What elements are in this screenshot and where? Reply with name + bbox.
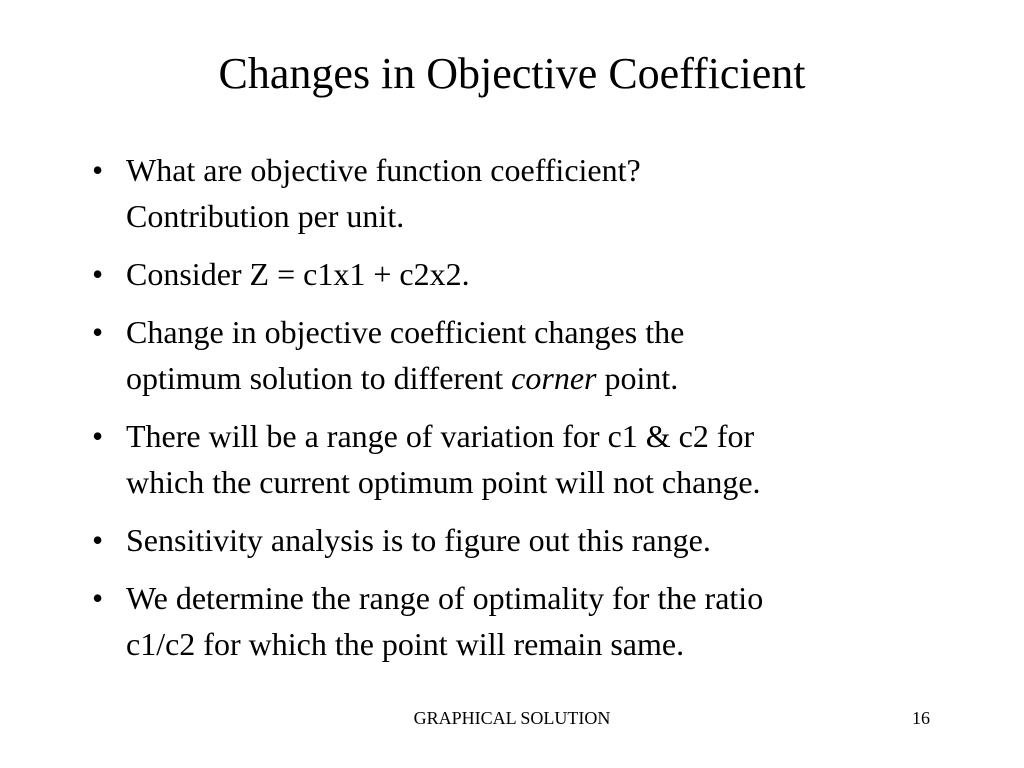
- footer-title: GRAPHICAL SOLUTION: [413, 708, 611, 728]
- bullet-marker: •: [92, 418, 104, 454]
- bullet-marker: •: [92, 314, 104, 350]
- bullet-item: [92, 251, 952, 297]
- bullet-text-line: Change in objective coefficient changes the: [126, 314, 685, 350]
- bullet-text-segment: point.: [596, 360, 679, 396]
- bullet-emphasis: corner: [511, 360, 597, 396]
- bullet-item: [92, 517, 952, 563]
- bullet-marker: •: [92, 522, 104, 558]
- bullet-text-line: Sensitivity analysis is to figure out this range.: [126, 522, 711, 558]
- bullet-marker: •: [92, 152, 104, 188]
- bullet-item: [92, 575, 952, 667]
- bullet-item: [92, 309, 952, 401]
- bullet-text-line: What are objective function coefficient?: [126, 152, 641, 188]
- bullet-text-line: There will be a range of variation for c1 & c2 for: [126, 418, 755, 454]
- bullet-text-line: which the current optimum point will not change.: [126, 464, 761, 500]
- page-number: 16: [912, 708, 930, 728]
- bullet-marker: •: [92, 580, 104, 616]
- bullet-list: [92, 147, 952, 679]
- bullet-text-segment: optimum solution to different: [126, 360, 512, 396]
- bullet-text-line: c1/c2 for which the point will remain same.: [126, 626, 685, 662]
- bullet-text-line: Contribution per unit.: [126, 198, 405, 234]
- bullet-text-line: Consider Z = c1x1 + c2x2.: [126, 256, 470, 292]
- bullet-item: [92, 413, 952, 505]
- bullet-item: [92, 147, 952, 239]
- bullet-text-line: We determine the range of optimality for the ratio: [126, 580, 764, 616]
- slide-title: Changes in Objective Coefficient: [218, 49, 806, 98]
- bullet-marker: •: [92, 256, 104, 292]
